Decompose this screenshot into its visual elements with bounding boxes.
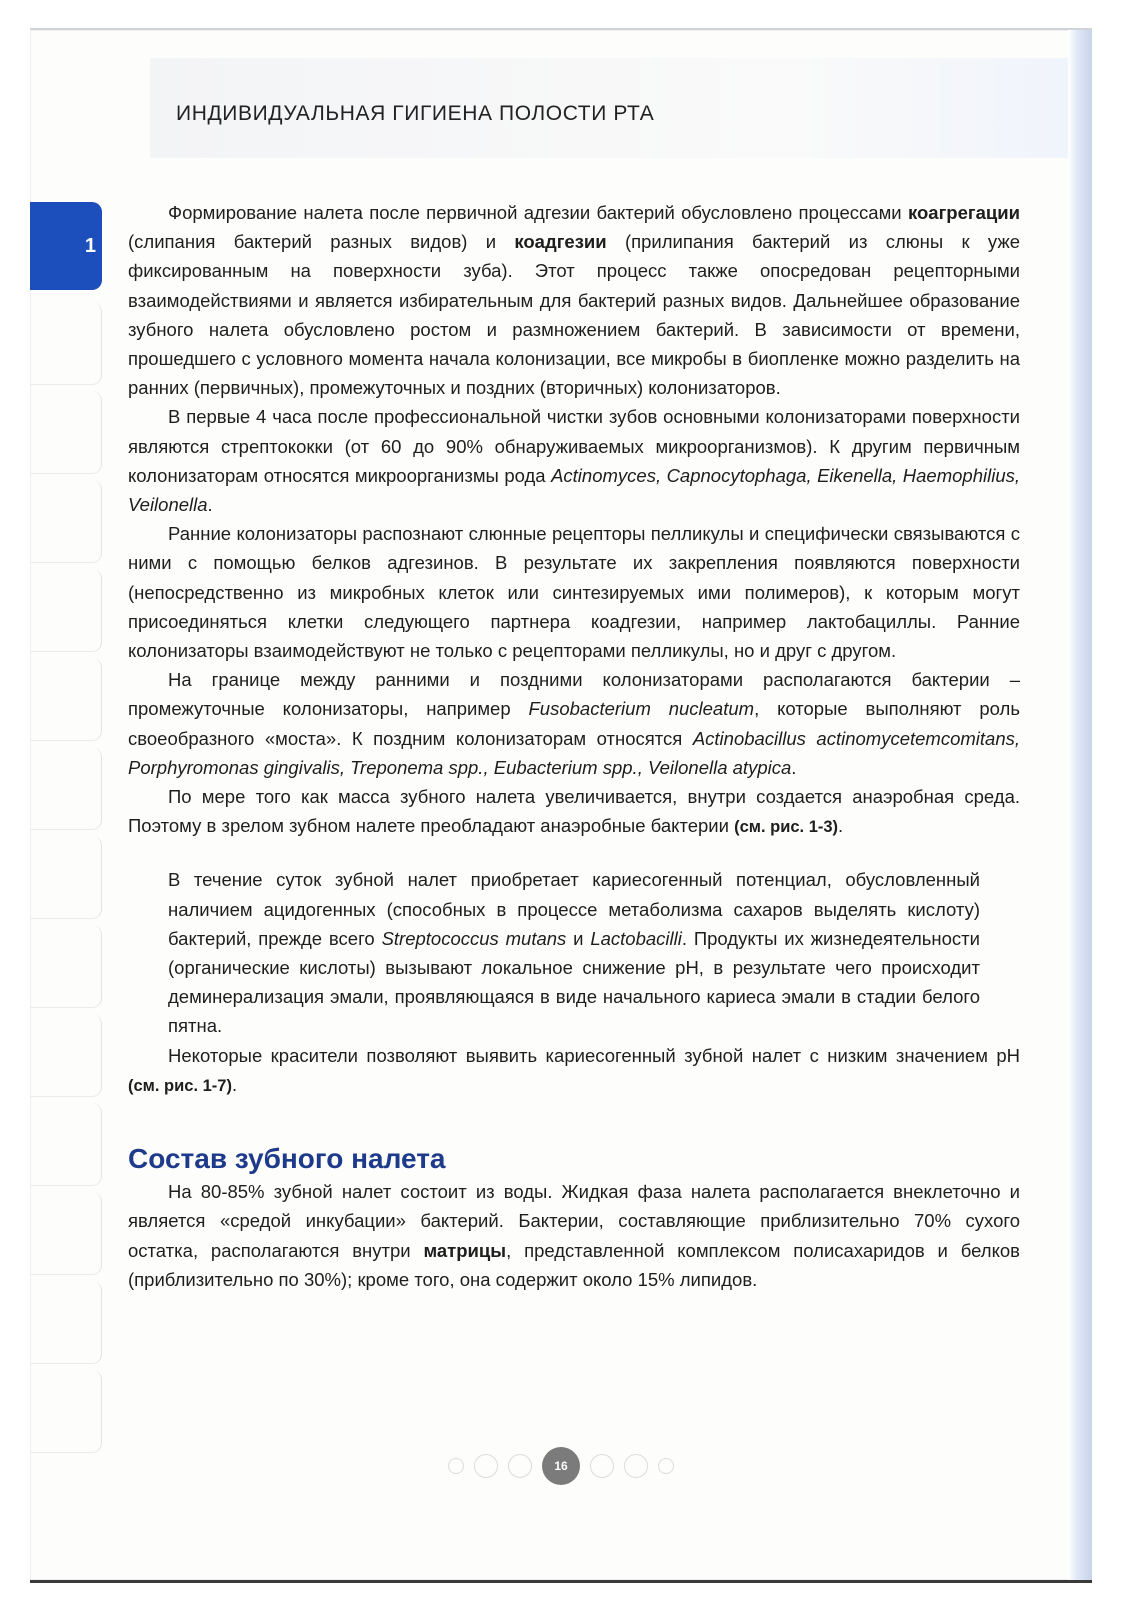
side-tab: [30, 925, 102, 1008]
side-tabs: [30, 302, 102, 1459]
species-list: Actinobacillus actinomycetemcomitans, Porphyromonas gingivalis, Treponema spp., Eubacterium spp., Veilonella atypica: [128, 727, 1021, 778]
side-tab: [30, 480, 102, 563]
side-tab: [30, 836, 102, 919]
side-tab: [30, 1281, 102, 1364]
side-tab: [30, 569, 102, 652]
decor-circle: [474, 1454, 498, 1478]
footer: [30, 1446, 1092, 1486]
side-tab: [30, 302, 102, 385]
term-coaggregation: коагрегации: [907, 202, 1020, 223]
species-name: Fusobacterium nucleatum: [528, 698, 755, 720]
decor-circle: [590, 1454, 614, 1478]
term-matrix: матрицы: [423, 1239, 507, 1261]
page-number: 16: [542, 1447, 580, 1485]
figure-reference: (см. рис. 1-3): [734, 818, 839, 837]
side-tab: [30, 747, 102, 830]
paragraph-1: Формирование налета после первичной адгезии бактерий обусловлено процессами коагрегации (слипания бактерий разных видов) и коадгезии (прилипания бактерий из слюны к уже фиксированным на поверхности зуба). Этот процесс также опосредован рецепторными взаимодействиями и является избирательным для бактерий разных видов. Дальнейшее образование зубного налета обусловлено ростом и размножением бактерий. В зависимости от времени, прошедшего с условного момента начала колонизации, все микробы в биопленке можно разделить на ранних (первичных), промежуточных и поздних (вторичных) колонизаторов.: [128, 202, 1020, 399]
paragraph-6: Некоторые красители позволяют выявить кариесогенный зубной налет с низким значением pH (см. рис. 1-7).: [128, 1044, 1020, 1095]
species-name: Streptococcus mutans: [381, 927, 567, 949]
section-paragraph-1: На 80-85% зубной налет состоит из воды. Жидкая фаза налета располагается внеклеточно и является «средой инкубации» бактерий. Бактерии, составляющие приблизительно 70% сухого остатка, располагаются внутри матрицы, представленной комплексом полисахаридов и белков (приблизительно по 30%); кроме того, она содержит около 15% липидов.: [128, 1181, 1020, 1290]
decor-circle: [624, 1454, 648, 1478]
note-box: [128, 865, 1020, 1040]
chapter-tab: [30, 202, 102, 290]
paragraph-4: На границе между ранними и поздними колонизаторами располагаются бактерии – промежуточные колонизаторы, например Fusobacterium nucleatum, которые выполняют роль своеобразного «моста». К поздним колонизаторам относятся Actinobacillus actinomycetemcomitans, Porphyromonas gingivalis, Treponema spp., Eubacterium spp., Veilonella atypica.: [128, 669, 1021, 778]
section-heading: Состав зубного налета: [128, 1143, 446, 1175]
side-tab: [30, 1370, 102, 1453]
side-tab: [30, 391, 102, 474]
paragraph-3: Ранние колонизаторы распознают слюнные рецепторы пелликулы и специфически связываются с ними с помощью белков адгезинов. В результате их закрепления появляются поверхности (непосредственно из микробных клеток или синтезируемых ими полимеров), к которым могут присоединяться клетки следующего партнера коадгезии, например лактобациллы. Ранние колонизаторы взаимодействуют не только с рецепторами пелликулы, но и друг с другом.: [128, 523, 1020, 662]
decor-circle: [508, 1454, 532, 1478]
species-list: Actinomyces, Capnocytophaga, Eikenella, Haemophilius, Veilonella: [128, 464, 1020, 516]
running-title: ИНДИВИДУАЛЬНАЯ ГИГИЕНА ПОЛОСТИ РТА: [176, 102, 655, 125]
note-paragraph: В течение суток зубной налет приобретает кариесогенный потенциал, обусловленный наличием ацидогенных (способных в процессе метаболизма сахаров выделять кислоту) бактерий, прежде всего Streptococcus mutans и Lactobacilli. Продукты их жизнедеятельности (органические кислоты) вызывают локальное снижение pH, в результате чего происходит деминерализация эмали, проявляющаяся в виде начального кариеса эмали в стадии белого пятна.: [168, 869, 980, 1037]
side-tab: [30, 658, 102, 741]
paragraph-5: По мере того как масса зубного налета увеличивается, внутри создается анаэробная среда. Поэтому в зрелом зубном налете преобладают анаэробные бактерии (см. рис. 1-3).: [128, 786, 1020, 837]
main-text: [128, 198, 1020, 1294]
species-name: Lactobacilli: [590, 927, 682, 949]
page-sheet: [30, 28, 1092, 1583]
side-tab: [30, 1192, 102, 1275]
chapter-number: 1: [84, 234, 96, 257]
page-edge-band: [1068, 30, 1092, 1580]
decor-circle: [658, 1458, 674, 1474]
figure-reference: (см. рис. 1-7): [128, 1076, 232, 1095]
side-tab: [30, 1014, 102, 1097]
paragraph-2: В первые 4 часа после профессиональной чистки зубов основными колонизаторами поверхности являются стрептококки (от 60 до 90% обнаруживаемых микроорганизмов). К другим первичным колонизаторам относятся микроорганизмы рода Actinomyces, Capnocytophaga, Eikenella, Haemophilius, Veilonella.: [128, 406, 1020, 516]
side-tab: [30, 1103, 102, 1186]
term-coadhesion: коадгезии: [514, 231, 607, 253]
decor-circle: [448, 1458, 464, 1474]
